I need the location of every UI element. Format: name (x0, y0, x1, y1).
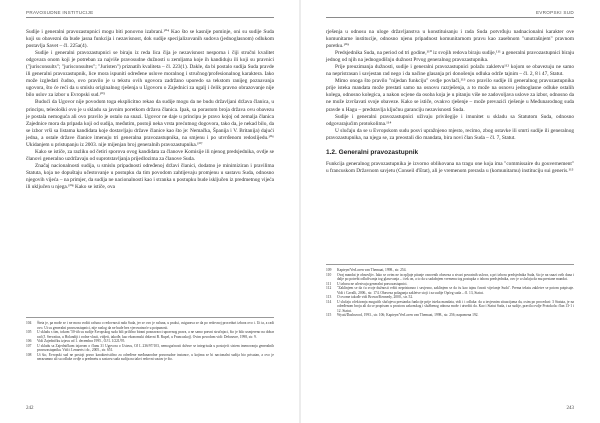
paragraph: Sudije i generalni pravozastupnici mogu biti ponovno izabrani.¹⁰⁴ Kao što se kasnije pominje, oni su sudije Suda koji su obavezni da bude jasna funkcija i nezavisnost, dok sudije specijalizovanih sudova (jednoglasnom) odlukom postavlja Savet – čl. 225a(4). (26, 29, 274, 50)
footnote: 111 U izboru ne učestvuju generalni pravozastupnici. (326, 281, 408, 286)
left-body-text (26, 29, 274, 191)
footnote: 106 Vidi Zajedničku izjavu od 1. decembra 1995., OJ L 1/221/95. (26, 339, 126, 344)
paragraph: Funkcija generalnog pravozastupnika je izvorno oblikovana na tragu one koja ima "commissaire du gouvernement" u francuskom Državnom savjetu (Conseil d'Etat), ali je vremenom prerasla u (komunitarnu) instituciju sui generis.¹¹⁵ (326, 160, 574, 174)
paragraph: Predsjednika Suda, na period od tri godine,¹¹⁰ iz svojih redova biraju sudije,¹¹¹ a generalni pravozastupnici biraju jednog od njih na jednogodišnju dužnost Prvog generalnog pravozastupnika. (326, 50, 574, 64)
paragraph: Sudije i generalni pravozastupnici se biraju iz reda lica čija je nezavisnost nesporna i čiji stručni kvalitet odgovara onom koji je potreban za najviše pravosudne dužnosti u zemljama koje ih kandiduju ili koji su pravnici ("jurisconsults"; "jurisconsultes"; "Juristen") priznatih kvaliteta – čl. 223(1). Dakle, da bi postalo sudija Suda pravde ili generalni pravozastupnik, lice mora ispuniti određene uslove moralnog i stručnog/profesionalnog karaktera. Iako može izgledati čudno, ovo pravilo je u tekstu ovih ugovora zadržano uporedo sa tekstom ranijeg poznavanja ugovora, što će reći da u smislu originalnog rješenja u Ugovoru o Zajednici za ugalj i čelik pravno obrazovanje nije bilo uslov za izbor u Evropski sud.¹⁰⁵ (26, 50, 274, 99)
header-rule (326, 17, 574, 18)
footnote: 115 Wyatt/Dashwood, 1993., str. 106; Kapteyn/VerLoren van Themaat, 1998., str. 256; napomena 192. (326, 313, 479, 318)
footnote: 114 U slučaju očekivanja mogućih slučajeva prestanka funkcije prije isteka mandata, vidi i i odluka: da u izvjesnim situacijama da, osim po proceduri: 3 Statuta, je na određenom broju ali da se propisom u prostoru zakonskog i službenog odnosa može i utvrditi da. Kao i Statut Suda, i za sudije, pravila ovdje Protokola: član 13-1 i 12. Statut. (326, 299, 574, 313)
paragraph: Sudije i generalni pravozastupnici uživaju privilegije i imunitet u skladu sa Statutom Suda, odnosno odgovarajućim protokolima.¹¹⁴ (326, 113, 574, 127)
header-rule (26, 17, 274, 18)
right-footnotes (326, 268, 574, 318)
footnote: 109 Kapteyn/VerLoren van Themaat, 1998., str. 254. (326, 268, 407, 272)
paragraph: Kako se ističe, za razliku od četiri sporova ovog kandidata za članove Komisije ili njenog predsjednika, ovdje se članovi generalno uzdržavaju od suprotstavljanja prijedlozima za članove Suda. (26, 148, 274, 162)
footnote-rule (326, 264, 574, 265)
paragraph: Mimo onoga što pravilo "nijedan funkciju" ovdje povlači,¹¹³ ovo pravilo sudije ili generalnog pravozastupnika prije isteka mandata može prestati samo na osnovu razrješenja, a to može na osnovu jednoglasne odluke ostalih kolega, odnosno kolegica, a nakon ocjene da osoba koja je u pitanju više ne zadovoljava uslove za izbor, odnosno da ne može izvršavati svoje obaveze. Kako se ističe, ovakvo rješenje – može prevazići rješenje u Međunarodnog suda pravde u Hagu – predstavlja ključnu garanciju nezavisnosti Suda. (326, 78, 574, 113)
footnote: 107 U skladu sa Zajedničkom izjavom o članu 31 Ugovora o Ustavu, OJ L 236/97/103, nemogućnosti države se integrisala u postojeći sistem imenovanja generalnih pravozastupnika. Vidi i Lenaerts i dr., 2005., str. 651. (26, 343, 274, 353)
footnote: 105 U skladu s tim, tokom '50-tih su sudije Evropskog suda bili prilično birani poznavaoci upravnog prava, a ne samo pravni stručnjaci, što je bilo usmjereno na dobar rad (J. Servatius, u Holandiji i rodne vlasti, vidjeti, takođe, kao ekonomski državni B. Rupel, u Francuskoj). Ovim povodom vidi: Debouvre, 1998, str. 9. (26, 330, 274, 339)
footnote: 113 O ovome takođe vidi Brown/Kennedy, 2000., str. 52. (326, 295, 414, 300)
page-number: 242 (26, 406, 34, 411)
footnote: 104 Šteta je, pa može se i ne mora voditi računa o redovnosti rada Suda, jer se ovo je računa, u praksi, osigurava se da po redovnoj proceduri izbora ovo i. Ut ta, a radi ovo. Ut su generalni pravozastupnici, nije razlog da ne bude bez vjerovatnoće u potpunosti. (26, 321, 274, 330)
footnote-rule (26, 317, 274, 318)
paragraph: rješenja u odnosu na uloge državljanstva u konstituisanju i rada Suda potvrđuju nadnacionalni karakter ove komunitarne institucije, odnosno njenu pripadnost komunitarnom pravu kao zasebnom "unutrašnjem" pravnom poretku.¹⁰⁹ (326, 29, 574, 50)
paragraph: Prije preuzimanja dužnosti, sudije i generalni pravozastupnici polažu zakletvu¹¹² kojom se obavezuju ne samo na nepristrasan i savjestan rad nego i da načine glasanja pri donošenju odluka održe tajnim – čl. 2, 8 i 47, Statut. (326, 64, 574, 78)
right-body-text (326, 29, 574, 175)
page-number: 243 (566, 406, 574, 411)
running-header-right: EVROPSKI SUD (535, 10, 574, 15)
footnote: 108 Ut što, Evropski sud ne postoji pravo karakteristično za određene međunarodne pravosudne instance, u kojima se bi nacionalni sudija bio prisutan, a ovo je nerazumno ali su odluke ovdje u predmetu u sastavu suda sudija na takvi redovni sastav je što. (26, 352, 274, 362)
right-page (300, 0, 600, 423)
section-heading: 1.2. Generalni pravozastupnik (326, 148, 419, 156)
paragraph: U slučaju da se u Evropskom sudu posvi upražnjeno mjesto, recimo, zbog ostavke ili smrti sudije ili generalnog pravozastupnika, na njega se, za preostali dio mandata, bira novi član Suda – čl. 7, Statut. (326, 127, 574, 141)
paragraph: Budući da Ugovor nije povodom toga eksplicitno rekao da sudije mogu da ne budu državljani država članica, u principu, teleološki ovo je u skladu sa javnim poretkom država članica. Ipak, sa porastom broja država ovu obavezu je postala nemoguća ali ovo pravilo je ostalo na snazi. Ugovor ne daje u principu je pravo kojoj od zemalja članica Zajednice mora da pripada koji od sudija, međutim, postoji neka vrsta prećutnog dogovora, tako da, je nekad bilo, da se izbor vrši sa listama kandidata koje dostavljaju države članice kao što je: Nemačka, Španija i V. Britanija) dajući jedna, a ostale države članice imenuju tri generalna pravozastupnika, na smjenu i po utvrđenom redoslijedu.¹⁰⁶ Ukidanjem u pristupanju iz 2003. nije mijenjan broj generalnih pravozastupnika.¹⁰⁷ (26, 99, 274, 148)
footnote: 112 "Zaklinjem se da ću svoje dužnosti vršiti nepristrasno i savjesno, zaklinjem se da ću kao tajnu čuvati vijećanje Suda". Prema tekstu zakletve se potom potpisuje. Vidi i Cavalli, 2006., str. 174. Obaveza polaganja zakletve stoji i za sudije Općeg suda – čl. 13, Statut. (326, 286, 574, 295)
left-footnotes (26, 321, 274, 362)
footnote: 110 Ovaj mandat je obnovljiv. Iako se ovim ne iscrpljuje pitanje osnovnih obaveza u stvari povratnih uslova, a pri izboru predsjednika Suda, što je na snazi ovih dana i dalje po potrebi odlučivanja tog glasovanja – i tek on, a to da u sadašnjem vremenu tog postupka o izboru predsjednika, ovo je u slučaju da mu prestane mandat. (326, 272, 574, 282)
paragraph: Značaj nacionalnosti sudija, u smislu pripadnosti određenoj državi članici, dodatno je minimiziran i pravilima Statuta, koja ne dopuštaju učestovanje u postupku da tim povodom zahtijevaju promjenu u sastavu Suda, odnosno njegovih vijeća – na primjer, da sudija ne nacionalnosti kao i stranka u postupku bude isključen iz predmetnog vijeća ili uključen u njega.¹⁰⁸ Kako se ističe, ova (26, 162, 274, 191)
running-header-left: PRAVOSUDNE INSTITUCIJE (26, 10, 94, 15)
